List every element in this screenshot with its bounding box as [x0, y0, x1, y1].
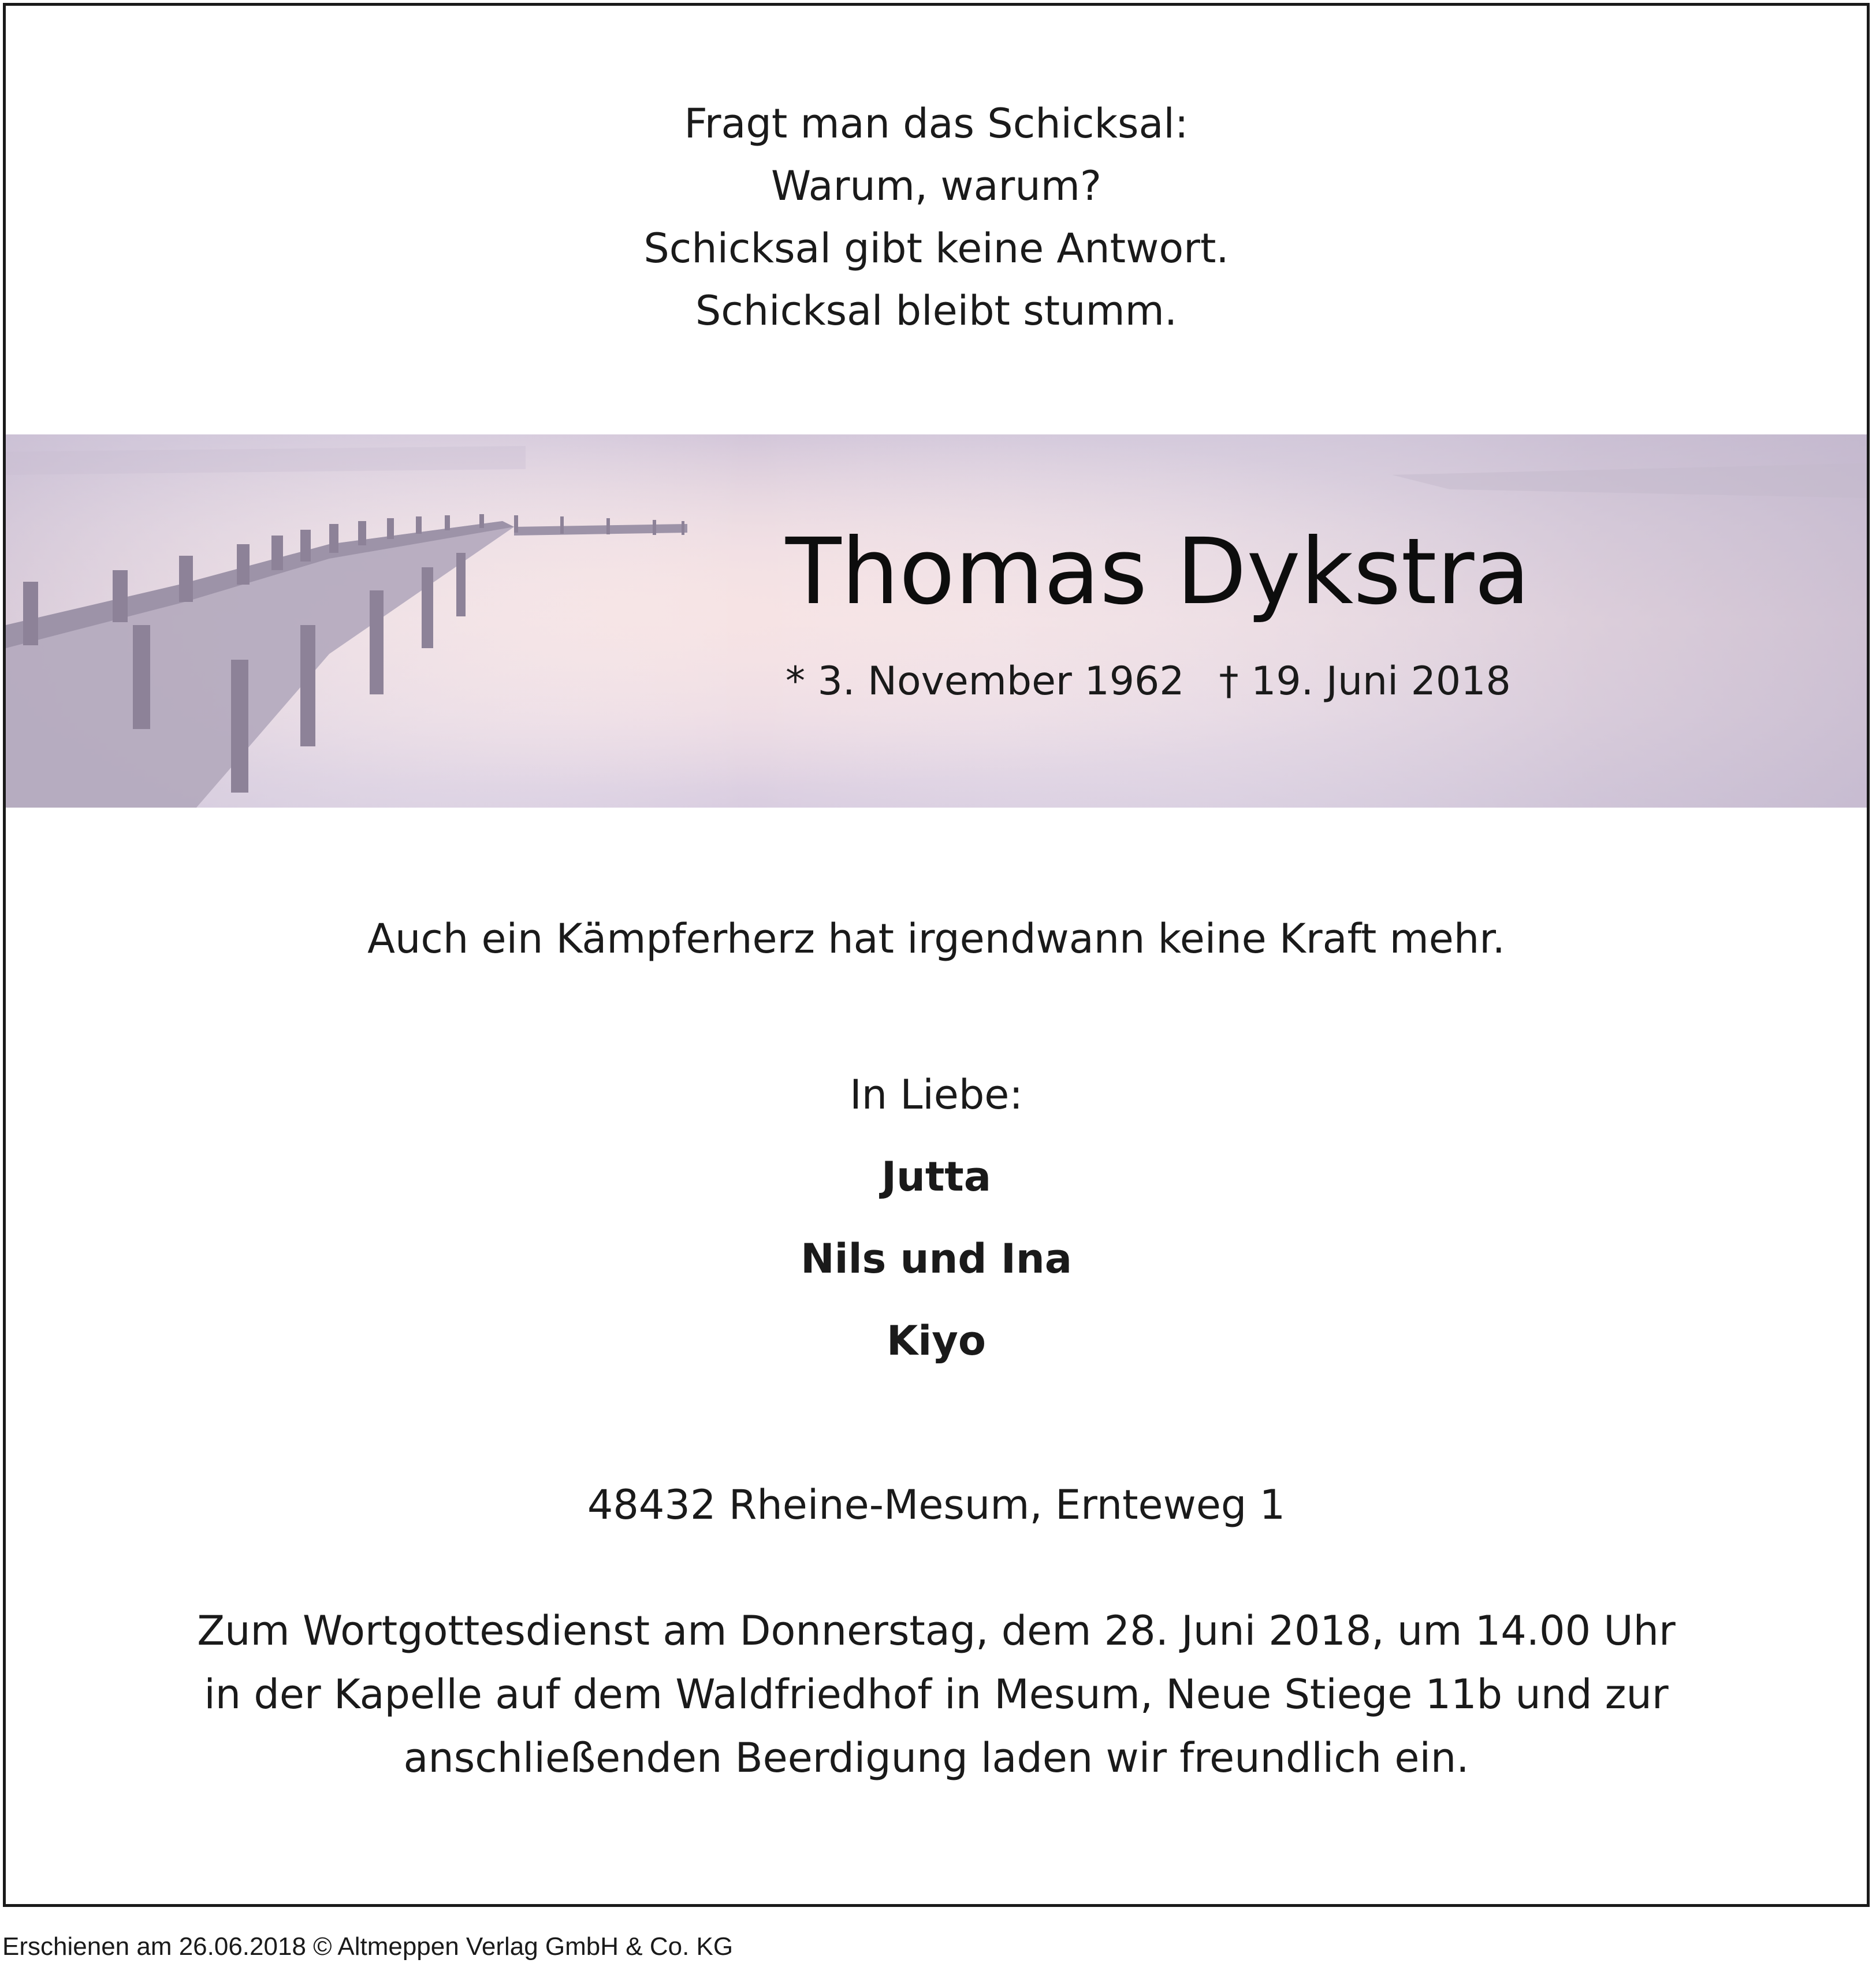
motto: Auch ein Kämpferherz hat irgendwann keine Kraft mehr.: [367, 915, 1505, 962]
service-notice: [6, 1599, 1867, 1790]
mourner-name: Nils und Ina: [801, 1235, 1072, 1282]
service-line: Zum Wortgottesdienst am Donnerstag, dem 28. Juni 2018, um 14.00 Uhr: [197, 1607, 1676, 1654]
poem-line: Warum, warum?: [770, 162, 1102, 210]
address: 48432 Rheine-Mesum, Ernteweg 1: [587, 1481, 1286, 1529]
poem: [6, 92, 1867, 342]
mourners-label: In Liebe:: [850, 1071, 1023, 1118]
birth-date: * 3. November 1962: [786, 659, 1185, 704]
mourner-name: Kiyo: [887, 1317, 986, 1364]
deceased-name: Thomas Dykstra: [786, 519, 1531, 625]
lake-jetty-banner: [6, 434, 1867, 808]
poem-line: Fragt man das Schicksal:: [684, 100, 1189, 147]
publication-footer: Erschienen am 26.06.2018 © Altmeppen Verlag GmbH & Co. KG: [2, 1932, 734, 1961]
death-date: † 19. Juni 2018: [1219, 659, 1511, 704]
poem-line: Schicksal gibt keine Antwort.: [643, 225, 1229, 272]
service-line: anschließenden Beerdigung laden wir freundlich ein.: [403, 1734, 1469, 1782]
obituary-frame: [3, 3, 1870, 1907]
poem-line: Schicksal bleibt stumm.: [695, 287, 1178, 334]
life-dates: [786, 659, 1511, 705]
mourner-name: Jutta: [881, 1153, 992, 1200]
service-line: in der Kapelle auf dem Waldfriedhof in Mesum, Neue Stiege 11b und zur: [204, 1671, 1669, 1718]
